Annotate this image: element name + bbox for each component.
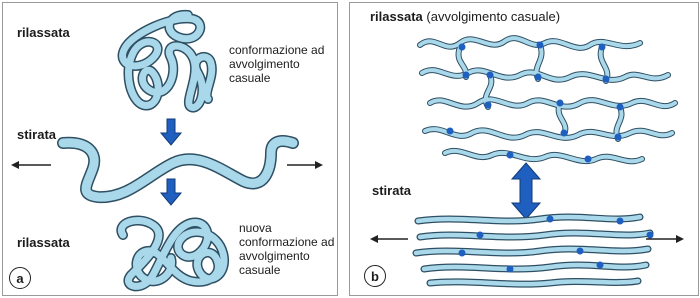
panel-b bbox=[349, 2, 699, 296]
stretched-chain bbox=[63, 141, 293, 197]
description-top-line: casuale bbox=[229, 71, 271, 85]
stretched-network bbox=[416, 216, 654, 285]
description-top bbox=[229, 43, 324, 85]
label-relaxed bbox=[370, 9, 560, 24]
label-relaxed-title: rilassata bbox=[370, 9, 423, 24]
relaxed-coil-bottom bbox=[121, 220, 224, 286]
left-arrow-icon bbox=[370, 235, 408, 243]
relaxed-network bbox=[420, 38, 675, 162]
description-bottom-line: avvolgimento bbox=[239, 249, 310, 263]
right-arrow-icon bbox=[287, 161, 323, 169]
relaxed-coil-top bbox=[123, 15, 212, 108]
label-relaxed-bottom: rilassata bbox=[17, 235, 70, 250]
description-bottom-line: casuale bbox=[239, 263, 281, 277]
panel-b-graphics bbox=[350, 3, 698, 295]
description-bottom-line: conformazione ad bbox=[239, 235, 335, 249]
left-arrow-icon bbox=[11, 161, 51, 169]
label-relaxed-note: (avvolgimento casuale) bbox=[426, 9, 561, 24]
label-relaxed-top: rilassata bbox=[17, 25, 70, 40]
double-arrow-icon bbox=[512, 163, 540, 219]
description-top-line: conformazione ad bbox=[229, 43, 325, 57]
label-stretched: stirata bbox=[17, 127, 57, 142]
down-arrow-icon bbox=[161, 119, 181, 145]
description-bottom-line: nuova bbox=[239, 221, 272, 235]
description-top-line: avvolgimento bbox=[229, 57, 300, 71]
label-stretched: stirata bbox=[372, 183, 412, 198]
panel-letter-a: a bbox=[9, 267, 31, 289]
panel-letter-b: b bbox=[364, 265, 386, 287]
down-arrow-icon bbox=[161, 179, 181, 205]
panel-a bbox=[2, 2, 338, 296]
description-bottom bbox=[239, 221, 334, 277]
